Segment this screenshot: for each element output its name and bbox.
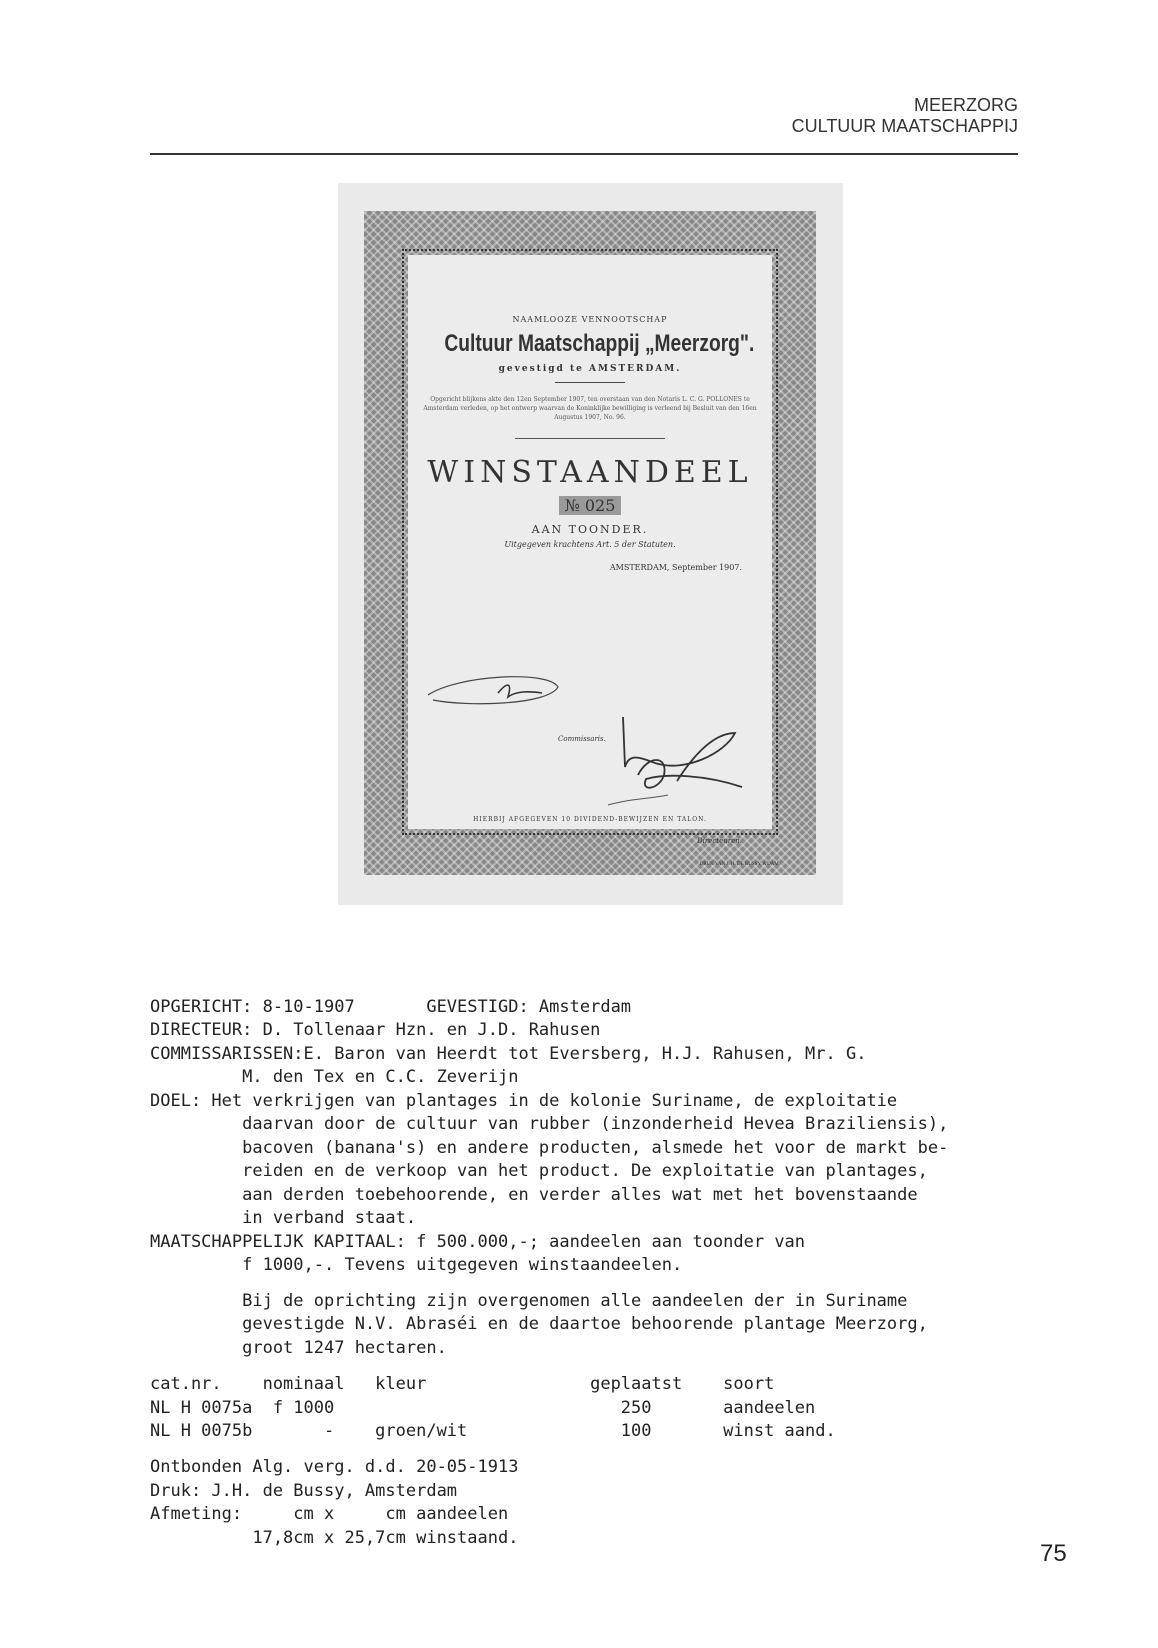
table-header: cat.nr. nominaal kleur geplaatst soort bbox=[150, 1374, 775, 1394]
cert-established: gevestigd te AMSTERDAM. bbox=[498, 364, 682, 374]
signatures bbox=[408, 255, 772, 831]
info-commissarissen-cont: M. den Tex en C.C. Zeverijn bbox=[150, 1067, 519, 1087]
info-doel-cont: daarvan door de cultuur van rubber (inzonderheid Hevea Braziliensis), bbox=[150, 1114, 949, 1134]
certificate-paper bbox=[408, 255, 772, 845]
cert-date: AMSTERDAM, September 1907. bbox=[609, 563, 742, 572]
info-oprichting-cont: gevestigde N.V. Abraséi en de daartoe behoorende plantage Meerzorg, bbox=[150, 1314, 928, 1334]
info-doel-cont: in verband staat. bbox=[150, 1208, 417, 1228]
cert-footer: HIERBIJ AFGEGEVEN 10 DIVIDEND-BEWIJZEN EN TALON. bbox=[473, 816, 707, 823]
cert-issued: Uitgegeven krachtens Art. 5 der Statuten. bbox=[504, 540, 676, 549]
cert-company-type: NAAMLOOZE VENNOOTSCHAP bbox=[512, 315, 668, 324]
info-doel-cont: reiden en de verkoop van het product. De exploitatie van plantages, bbox=[150, 1161, 928, 1181]
header-line-2: CULTUUR MAATSCHAPPIJ bbox=[791, 116, 1018, 136]
cert-company-name: Cultuur Maatschappij „Meerzorg". bbox=[444, 330, 755, 357]
info-ontbonden: Ontbonden Alg. verg. d.d. 20-05-1913 bbox=[150, 1457, 519, 1477]
cert-printer: DRUK VAN J. H. DE BUSSY, A'DAM. bbox=[699, 862, 780, 867]
info-druk: Druk: J.H. de Bussy, Amsterdam bbox=[150, 1481, 458, 1501]
header-line-1: MEERZORG bbox=[913, 95, 1018, 115]
info-oprichting: Bij de oprichting zijn overgenomen alle aandeelen der in Suriname bbox=[150, 1291, 908, 1311]
info-commissarissen: COMMISSARISSEN:E. Baron van Heerdt tot Eversberg, H.J. Rahusen, Mr. G. bbox=[150, 1044, 867, 1064]
cert-bearer: AAN TOONDER. bbox=[531, 523, 649, 536]
info-opgericht: OPGERICHT: 8-10-1907 GEVESTIGD: Amsterdam bbox=[150, 997, 632, 1017]
cert-title: WINSTAANDEEL bbox=[427, 455, 753, 490]
info-kapitaal-cont: f 1000,-. Tevens uitgegeven winstaandeelen. bbox=[150, 1255, 683, 1275]
info-kapitaal: MAATSCHAPPELIJK KAPITAAL: f 500.000,-; aandeelen aan toonder van bbox=[150, 1232, 806, 1252]
certificate bbox=[364, 211, 816, 875]
cert-directeur-label: Directeuren. bbox=[697, 837, 742, 845]
info-afmeting: Afmeting: cm x cm aandeelen bbox=[150, 1504, 509, 1524]
cert-number: № 025 bbox=[559, 496, 622, 515]
info-doel-cont: bacoven (banana's) en andere producten, alsmede het voor de markt be- bbox=[150, 1138, 949, 1158]
info-afmeting-cont: 17,8cm x 25,7cm winstaand. bbox=[150, 1528, 519, 1548]
table-row: NL H 0075b - groen/wit 100 winst aand. bbox=[150, 1421, 836, 1441]
table-row: NL H 0075a f 1000 250 aandeelen bbox=[150, 1398, 816, 1418]
info-oprichting-cont: groot 1247 hectaren. bbox=[150, 1338, 447, 1358]
info-doel: DOEL: Het verkrijgen van plantages in de kolonie Suriname, de exploitatie bbox=[150, 1091, 898, 1111]
info-doel-cont: aan derden toebehoorende, en verder alles wat met het bovenstaande bbox=[150, 1185, 918, 1205]
page-header bbox=[792, 95, 1018, 137]
certificate-image bbox=[338, 183, 843, 905]
page-number: 75 bbox=[1040, 1540, 1067, 1567]
cert-commissaris-label: Commissaris. bbox=[558, 735, 606, 743]
header-rule bbox=[150, 153, 1018, 155]
info-directeur: DIRECTEUR: D. Tollenaar Hzn. en J.D. Rahusen bbox=[150, 1020, 601, 1040]
cert-founding-text: Opgericht blijkens akte den 12en September 1907, ten overstaan van den Notaris L. C. G. POLLONES te Amsterdam verleden, op het ontwerp waarvan de Koninklijke bewilliging is verleend bij Besluit van den 16en Augustus 1907, No. 96. bbox=[423, 396, 757, 421]
